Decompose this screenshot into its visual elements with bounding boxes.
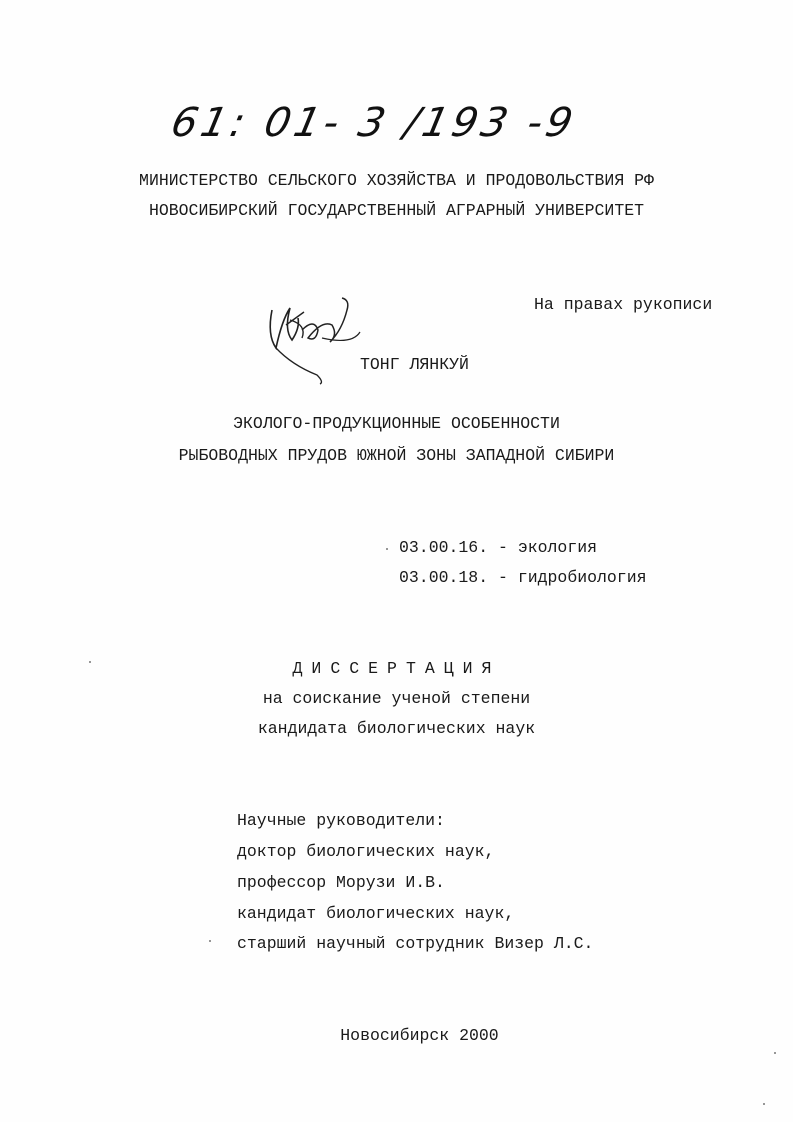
supervisor-1-name: профессор Морузи И.В. — [237, 873, 445, 892]
supervisor-2-name: старший научный сотрудник Визер Л.С. — [237, 934, 594, 953]
degree-line-2: кандидата биологических наук — [257, 719, 536, 738]
scan-speck — [89, 661, 91, 663]
title-line-1: ЭКОЛОГО-ПРОДУКЦИОННЫЕ ОСОБЕННОСТИ — [233, 414, 560, 433]
scan-speck — [763, 1103, 765, 1105]
university-header: НОВОСИБИРСКИЙ ГОСУДАРСТВЕННЫЙ АГРАРНЫЙ УНИВЕРСИТЕТ — [148, 201, 645, 220]
supervisor-2-degree: кандидат биологических наук, — [237, 904, 515, 923]
supervisor-1-degree: доктор биологических наук, — [237, 842, 495, 861]
specialty-hydrobiology: 03.00.18. - гидробиология — [399, 568, 647, 587]
scan-speck — [386, 548, 388, 550]
author-name: ТОНГ ЛЯНКУЙ — [360, 355, 469, 374]
city-year: Новосибирск 2000 — [340, 1026, 499, 1045]
ministry-header: МИНИСТЕРСТВО СЕЛЬСКОГО ХОЗЯЙСТВА И ПРОДОВОЛЬСТВИЯ РФ — [139, 171, 654, 190]
title-line-2: РЫБОВОДНЫХ ПРУДОВ ЮЖНОЙ ЗОНЫ ЗАПАДНОЙ СИБИРИ — [178, 446, 615, 465]
rights-note: На правах рукописи — [534, 295, 713, 314]
scan-speck — [209, 940, 211, 942]
degree-line-1: на соискание ученой степени — [262, 689, 531, 708]
specialty-ecology: 03.00.16. - экология — [399, 538, 598, 557]
archive-number: 61: 01- 3 /193 -9 — [167, 100, 581, 146]
supervisors-heading: Научные руководители: — [237, 811, 445, 830]
scan-speck — [774, 1052, 776, 1054]
work-type: ДИССЕРТАЦИЯ — [292, 659, 501, 678]
signature-icon — [262, 290, 362, 385]
